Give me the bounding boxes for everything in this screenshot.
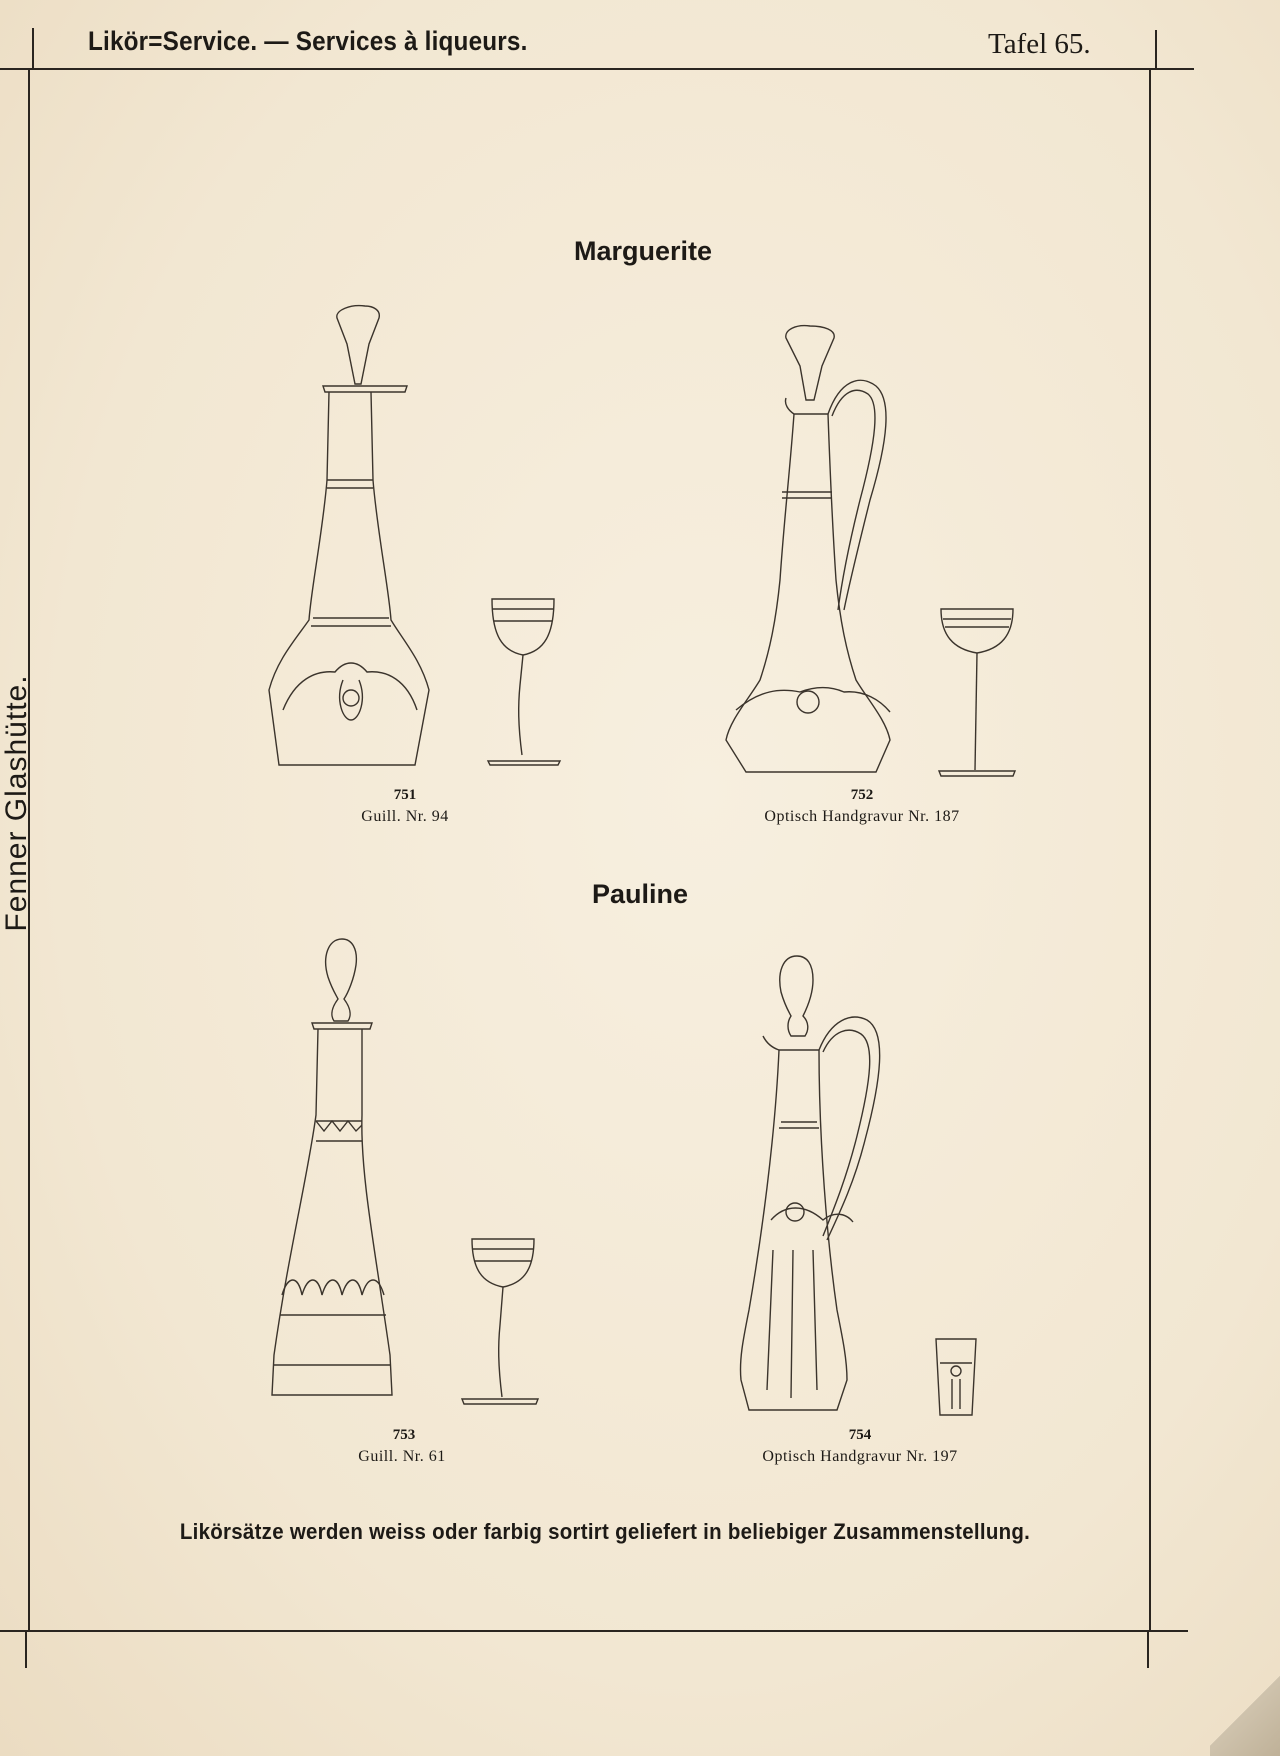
- left-border-top-tick: [32, 28, 34, 68]
- tumbler-754-icon: [932, 1335, 980, 1420]
- publisher-side-label: Fenner Glashütte.: [0, 674, 33, 932]
- left-border-bottom-tick: [25, 1632, 27, 1668]
- item-caption-752: Optisch Handgravur Nr. 187: [764, 808, 960, 825]
- liqueur-glass-752-icon: [935, 605, 1015, 780]
- footer-rule: [0, 1630, 1188, 1632]
- plate-number: Tafel 65.: [988, 28, 1091, 60]
- header-rule: [0, 68, 1194, 70]
- item-number-753: 753: [392, 1427, 416, 1443]
- liqueur-glass-751-icon: [480, 595, 560, 770]
- item-number-751: 751: [393, 787, 417, 803]
- item-number-752: 752: [850, 787, 874, 803]
- ewer-752-icon: [720, 320, 920, 780]
- decanter-751-icon: [265, 300, 435, 770]
- item-number-754: 754: [848, 1427, 872, 1443]
- section-heading-pauline: Pauline: [591, 879, 689, 909]
- item-caption-754: Optisch Handgravur Nr. 197: [762, 1448, 958, 1465]
- footer-note: Likörsätze werden weiss oder farbig sortirt geliefert in beliebiger Zusammenstellung.: [179, 1519, 1031, 1544]
- page-title: Likör=Service. — Services à liqueurs.: [88, 26, 528, 56]
- ewer-754-icon: [715, 950, 900, 1420]
- right-border-top-tick: [1155, 30, 1157, 70]
- liqueur-glass-753-icon: [458, 1235, 538, 1410]
- decanter-753-icon: [268, 935, 398, 1410]
- section-heading-marguerite: Marguerite: [573, 236, 713, 266]
- right-border: [1149, 70, 1151, 1630]
- right-border-bottom-tick: [1147, 1632, 1149, 1668]
- item-caption-751: Guill. Nr. 94: [361, 808, 449, 825]
- page-corner-curl: [1210, 1666, 1280, 1756]
- item-caption-753: Guill. Nr. 61: [358, 1448, 446, 1465]
